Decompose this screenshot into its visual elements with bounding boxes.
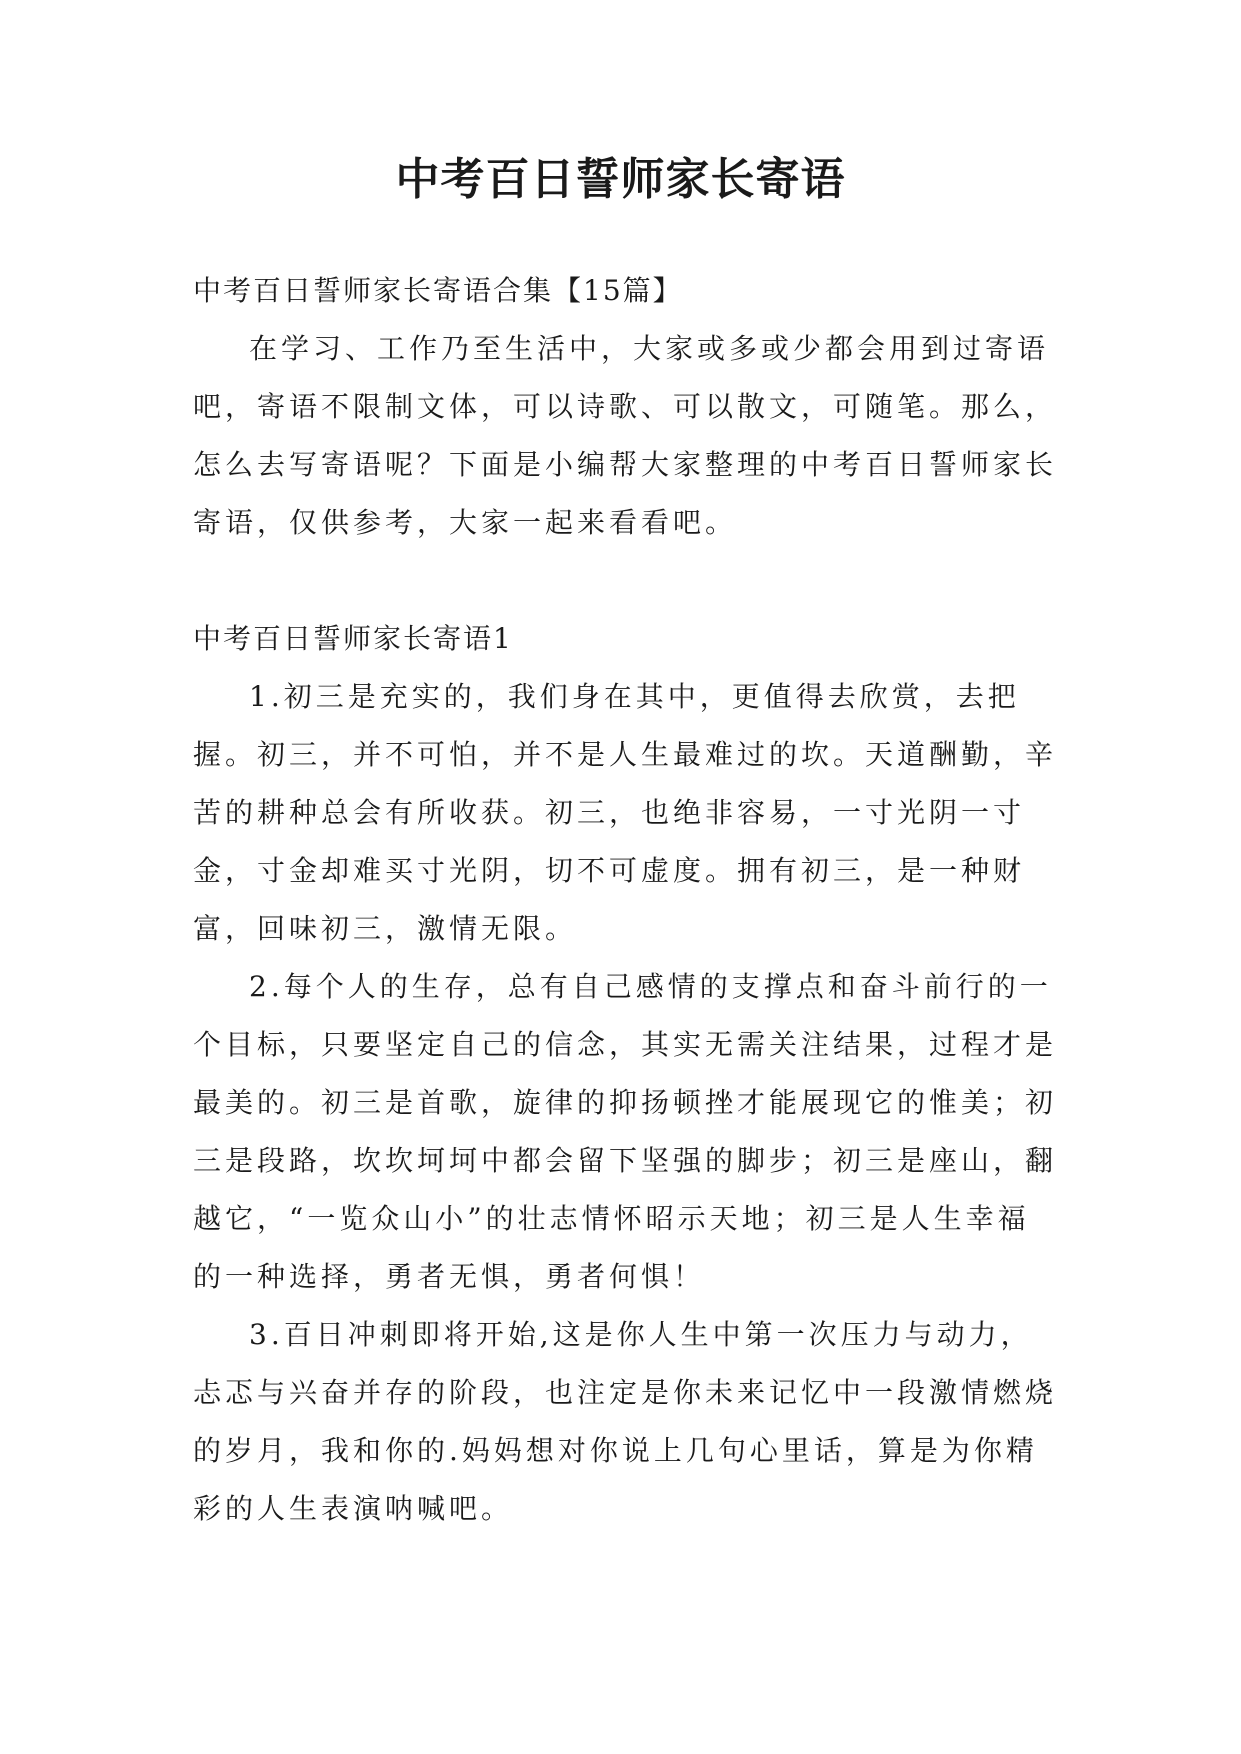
collection-subtitle: 中考百日誓师家长寄语合集【15篇】 [193, 274, 683, 307]
section-spacer [193, 552, 1059, 610]
body-paragraph-2: 2.每个人的生存，总有自己感情的支撑点和奋斗前行的一个目标，只要坚定自己的信念，其实无需关注结果，过程才是最美的。初三是首歌，旋律的抑扬顿挫才能展现它的惟美；初三是段路，坎坎坷坷中都会留下坚强的脚步；初三是座山，翻越它，“一览众山小”的壮志情怀昭示天地；初三是人生幸福的一种选择，勇者无惧，勇者何惧！ [193, 970, 1058, 1293]
section-heading: 中考百日誓师家长寄语1 [193, 622, 513, 655]
body-paragraph-3: 3.百日冲刺即将开始,这是你人生中第一次压力与动力，忐忑与兴奋并存的阶段，也注定是你未来记忆中一段激情燃烧的岁月，我和你的.妈妈想对你说上几句心里话，算是为你精彩的人生表演呐喊吧。 [193, 1318, 1058, 1525]
body-paragraph-1: 1.初三是充实的，我们身在其中，更值得去欣赏，去把握。初三，并不可怕，并不是人生最难过的坎。天道酬勤，辛苦的耕种总会有所收获。初三，也绝非容易，一寸光阴一寸金，寸金却难买寸光阴，切不可虚度。拥有初三，是一种财富，回味初三，激情无限。 [193, 680, 1058, 945]
intro-paragraph: 在学习、工作乃至生活中，大家或多或少都会用到过寄语吧，寄语不限制文体，可以诗歌、可以散文，可随笔。那么，怎么去写寄语呢？下面是小编帮大家整理的中考百日誓师家长寄语，仅供参考，大家一起来看看吧。 [193, 332, 1058, 539]
document-body [193, 262, 1059, 1538]
document-title: 中考百日誓师家长寄语 [395, 154, 846, 205]
